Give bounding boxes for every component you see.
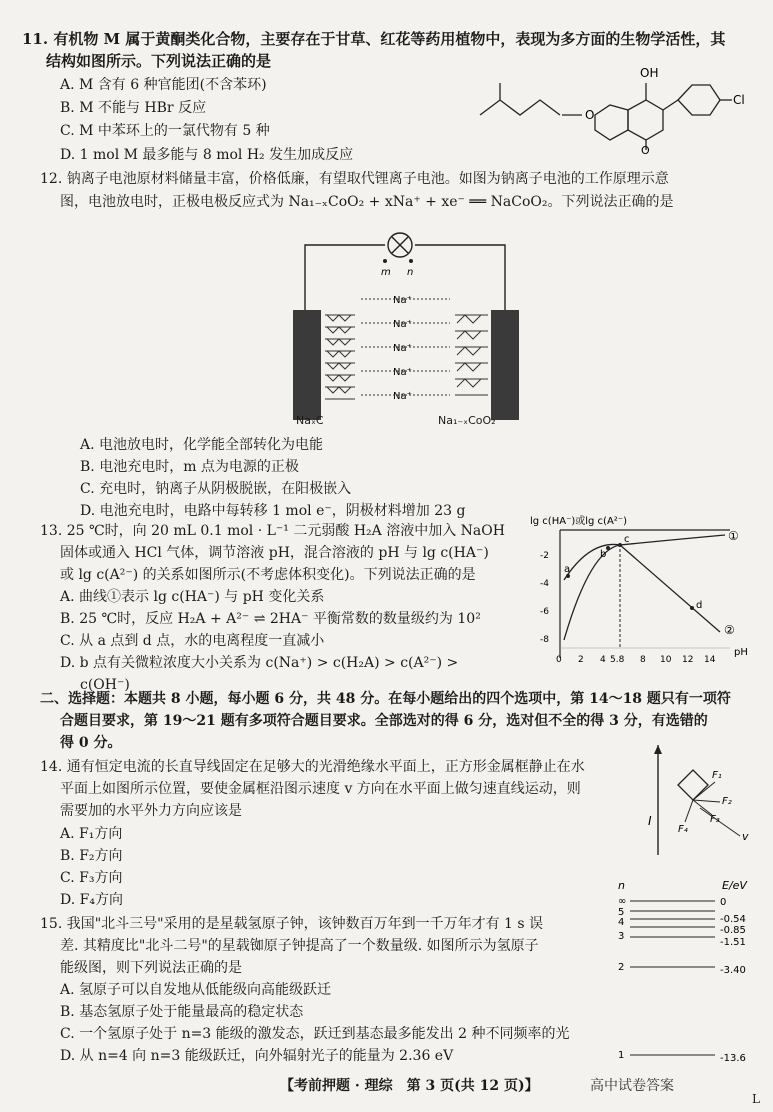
q11-option-b: B. M 不能与 HBr 反应 (60, 100, 207, 116)
q13-option-d-line2: c(OH⁻) (80, 677, 130, 693)
watermark-account: 高中试卷答案 (590, 1078, 674, 1094)
svg-text:a: a (564, 564, 571, 575)
circuit-wire-right (415, 245, 505, 310)
svg-text:4: 4 (618, 917, 625, 928)
svg-text:-0.54: -0.54 (720, 914, 746, 925)
curve-2 (564, 544, 720, 632)
q15-stem-line1: 15. 我国"北斗三号"采用的是星载氢原子钟，该钟数百万年到一千万年才有 1 s 误 (40, 916, 544, 932)
positive-electrode (491, 310, 519, 420)
q12-stem-line1: 12. 钠离子电池原材料储量丰富，价格低廉，有望取代锂离子电池。如图为钠离子电池的工作原理示意 (40, 171, 669, 187)
q11-option-d: D. 1 mol M 最多能与 8 mol H₂ 发生加成反应 (60, 147, 354, 163)
left-layered-material (325, 315, 355, 399)
q13-ph-graph (520, 510, 765, 670)
page-footer: 【考前押题 · 理综 第 3 页(共 12 页)】 (280, 1078, 539, 1094)
svg-text:8: 8 (640, 655, 646, 665)
svg-text:5: 5 (618, 907, 625, 918)
q13-option-b: B. 25 ℃时，反应 H₂A + A²⁻ ⇌ 2HA⁻ 平衡常数的数量级约为 10² (60, 611, 481, 627)
q13-stem-line2: 固体或通入 HCl 气体，调节溶液 pH，混合溶液的 pH 与 lg c(HA⁻) (60, 545, 489, 561)
svg-text:4: 4 (600, 655, 606, 665)
svg-text:F₁: F₁ (712, 770, 722, 781)
section2-line1: 二、选择题：本题共 8 小题，每小题 6 分，共 48 分。在每小题给出的四个选项中，第 14～18 题只有一项符 (40, 691, 731, 707)
q14-force-diagram (640, 740, 755, 860)
ion-path-lines (361, 299, 450, 395)
negative-electrode (293, 310, 321, 420)
svg-text:-13.6: -13.6 (720, 1053, 746, 1064)
energy-levels (630, 901, 715, 1055)
left-electrode-label: NaₓC (296, 414, 324, 427)
q11-structure-diagram (470, 55, 760, 155)
benzene-ring-a (595, 105, 628, 140)
q14-option-d: D. F₄方向 (60, 892, 123, 908)
svg-text:F₂: F₂ (722, 796, 732, 807)
y-tick-labels (540, 551, 549, 645)
svg-text:-2: -2 (540, 551, 549, 561)
right-layered-material (455, 315, 488, 395)
q15-option-a: A. 氢原子可以自发地从低能级向高能级跃迁 (60, 982, 332, 998)
q12-option-a: A. 电池放电时，化学能全部转化为电能 (80, 437, 324, 453)
terminal-m-label: m (381, 267, 391, 278)
q11-stem-line2: 结构如图所示。下列说法正确的是 (46, 52, 272, 70)
svg-text:-1.51: -1.51 (720, 937, 746, 948)
q13-stem-line3: 或 lg c(A²⁻) 的关系如图所示(不考虑体积变化)。下列说法正确的是 (60, 567, 476, 583)
q14-option-b: B. F₂方向 (60, 848, 123, 864)
level-energy-labels (720, 897, 746, 1064)
graph-y-axis-label: lg c(HA⁻)或lg c(A²⁻) (530, 516, 627, 527)
circuit-wire-left (305, 245, 385, 310)
svg-text:12: 12 (682, 655, 694, 665)
q15-option-c: C. 一个氢原子处于 n=3 能级的激发态，跃迁到基态最多能发出 2 种不同频率的光 (60, 1026, 570, 1042)
benzene-ring-b (678, 85, 720, 115)
q14-option-a: A. F₁方向 (60, 826, 123, 842)
svg-text:0: 0 (556, 655, 562, 665)
x-tick-labels (556, 655, 716, 665)
svg-text:d: d (696, 600, 703, 611)
sodium-ions (393, 295, 412, 402)
q11-option-a: A. M 含有 6 种官能团(不含苯环) (60, 77, 267, 93)
svg-text:Na⁺: Na⁺ (393, 391, 412, 402)
q13-option-c: C. 从 a 点到 d 点，水的电离程度一直减小 (60, 633, 325, 649)
curve-1 (564, 535, 725, 640)
q14-option-c: C. F₃方向 (60, 870, 123, 886)
q12-stem-line2: 图，电池放电时，正极电极反应式为 Na₁₋ₓCoO₂ + xNa⁺ + xe⁻ ══ NaCoO₂。下列说法正确的是 (60, 194, 674, 210)
q12-option-c: C. 充电时，钠离子从阴极脱嵌，在阳极嵌入 (80, 481, 352, 497)
hydroxyl-label: OH (640, 66, 659, 80)
svg-text:∞: ∞ (618, 896, 627, 907)
prenyl-chain (480, 100, 560, 115)
svg-text:-8: -8 (540, 635, 549, 645)
graph-x-axis-label: pH (734, 647, 748, 658)
q14-stem-line1: 14. 通有恒定电流的长直导线固定在足够大的光滑绝缘水平面上，正方形金属框静止在水 (40, 759, 585, 775)
svg-text:F₄: F₄ (678, 824, 688, 835)
svg-text:E/eV: E/eV (722, 879, 747, 892)
svg-text:b: b (600, 549, 607, 560)
q15-option-b: B. 基态氢原子处于能量最高的稳定状态 (60, 1004, 304, 1020)
section2-line2: 合题目要求，第 19～21 题有多项符合题目要求。全部选对的得 6 分，选对但不全的得 3 分，有选错的 (60, 713, 708, 729)
q13-option-a: A. 曲线①表示 lg c(HA⁻) 与 pH 变化关系 (60, 589, 325, 605)
ether-oxygen-label: O (585, 108, 595, 122)
right-electrode-label: Na₁₋ₓCoO₂ (438, 414, 496, 427)
curve-1-label: ① (728, 529, 739, 543)
pyran-ring (628, 100, 663, 140)
level-n-labels (618, 896, 626, 1061)
q14-stem-line2: 平面上如图所示位置，要使金属框沿图示速度 v 方向在水平面上做匀速直线运动，则 (60, 781, 581, 797)
current-label: I (648, 814, 652, 828)
q15-stem-line2: 差. 其精度比"北斗二号"的星载铷原子钟提高了一个数量级. 如图所示为氢原子 (60, 938, 539, 954)
velocity-label: v (742, 830, 749, 843)
q15-energy-level-diagram (610, 875, 760, 1075)
chloro-label: Cl (733, 93, 745, 107)
svg-text:1: 1 (618, 1050, 625, 1061)
curve-2-label: ② (724, 623, 735, 637)
svg-text:10: 10 (660, 655, 672, 665)
svg-text:Na⁺: Na⁺ (393, 367, 412, 378)
svg-text:0: 0 (720, 897, 727, 908)
q14-stem-line3: 需要加的水平外力方向应该是 (60, 803, 242, 819)
svg-text:14: 14 (704, 655, 716, 665)
q13-option-d-line1: D. b 点有关微粒浓度大小关系为 c(Na⁺) > c(H₂A) > c(A²⁻) > (60, 655, 459, 671)
corner-mark: L (752, 1092, 760, 1106)
svg-text:5.8: 5.8 (610, 655, 625, 665)
carbonyl-oxygen-label: O (641, 144, 650, 155)
svg-text:2: 2 (618, 962, 625, 973)
svg-text:-4: -4 (540, 579, 549, 589)
svg-text:Na⁺: Na⁺ (393, 319, 412, 330)
svg-text:-6: -6 (540, 607, 549, 617)
svg-text:2: 2 (578, 655, 584, 665)
svg-text:c: c (624, 534, 630, 545)
metal-frame (678, 770, 708, 800)
section2-line3: 得 0 分。 (60, 735, 122, 751)
q13-stem-line1: 13. 25 ℃时，向 20 mL 0.1 mol · L⁻¹ 二元弱酸 H₂A 溶液中加入 NaOH (40, 523, 505, 539)
svg-text:Na⁺: Na⁺ (393, 343, 412, 354)
svg-text:Na⁺: Na⁺ (393, 295, 412, 306)
svg-text:F₃: F₃ (710, 814, 720, 825)
q15-option-d: D. 从 n=4 向 n=3 能级跃迁，向外辐射光子的能量为 2.36 eV (60, 1048, 454, 1064)
q11-option-c: C. M 中苯环上的一氯代物有 5 种 (60, 123, 270, 139)
svg-text:n: n (618, 879, 625, 892)
q12-option-d: D. 电池充电时，电路中每转移 1 mol e⁻，阴极材料增加 23 g (80, 503, 466, 519)
svg-text:-3.40: -3.40 (720, 965, 746, 976)
terminal-n-label: n (407, 267, 414, 278)
svg-text:-0.85: -0.85 (720, 925, 746, 936)
q11-stem-line1: 11. 有机物 M 属于黄酮类化合物，主要存在于甘草、红花等药用植物中，表现为多方面的生物学活性，其 (22, 30, 726, 48)
q12-option-b: B. 电池充电时，m 点为电源的正极 (80, 459, 299, 475)
svg-text:3: 3 (618, 931, 625, 942)
q12-battery-diagram (285, 215, 535, 435)
q15-stem-line3: 能级图，则下列说法正确的是 (60, 960, 242, 976)
